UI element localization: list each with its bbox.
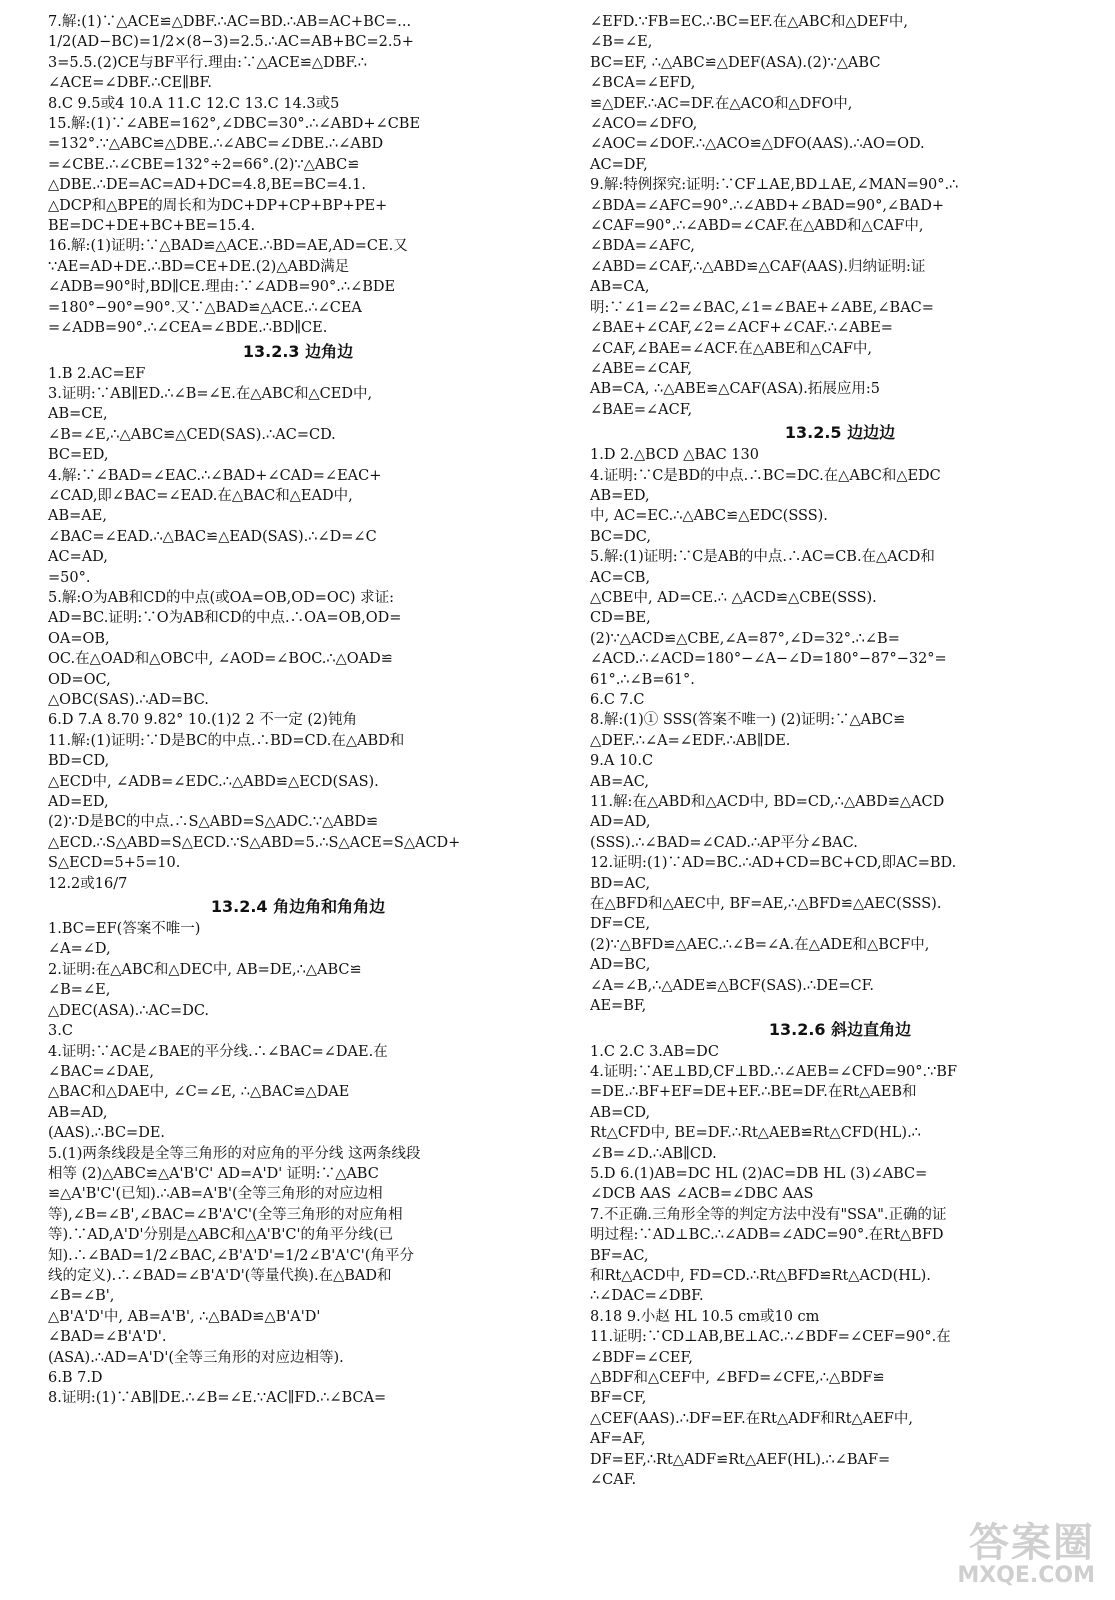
- answer-line: 8.18 9.小赵 HL 10.5 cm或10 cm: [590, 1308, 820, 1325]
- answer-line: ∠BDA=∠AFC=90°.∴∠ABD+∠BAD=90°,∠BAD+: [590, 197, 944, 214]
- answer-line: 12.2或16/7: [48, 875, 128, 892]
- answer-line: ≌△A'B'C'(已知).∴AB=A'B'(全等三角形的对应边相: [48, 1186, 383, 1203]
- answer-line: 15.解:(1)∵∠ABE=162°,∠DBC=30°.∴∠ABD+∠CBE: [48, 116, 421, 133]
- answer-line: CD=BE,: [590, 610, 651, 627]
- answer-line: 6.D 7.A 8.70 9.82° 10.(1)2 2 不一定 (2)钝角: [48, 712, 357, 729]
- answer-line: ∠DCB AAS ∠ACB=∠DBC AAS: [590, 1186, 814, 1203]
- answer-line: ∠ACO=∠DFO,: [590, 116, 698, 133]
- answer-line: BE=DC+DE+BC+BE=15.4.: [48, 218, 256, 235]
- answer-line: BC=EF, ∴△ABC≌△DEF(ASA).(2)∵△ABC: [590, 54, 881, 71]
- answer-line: 8.证明:(1)∵AB∥DE.∴∠B=∠E.∵AC∥FD.∴∠BCA=: [48, 1390, 387, 1407]
- answer-line: 4.解:∵∠BAD=∠EAC.∴∠BAD+∠CAD=∠EAC+: [48, 467, 382, 484]
- answer-line: 5.D 6.(1)AB=DC HL (2)AC=DB HL (3)∠ABC=: [590, 1165, 928, 1182]
- left-column: [48, 12, 548, 1409]
- answer-line: ∠B=∠B',: [48, 1288, 115, 1305]
- answer-line: ∠CAF,∠BAE=∠ACF.在△ABE和△CAF中,: [590, 340, 873, 357]
- answer-line: ∠BAC=∠EAD.∴△BAC≌△EAD(SAS).∴∠D=∠C: [48, 528, 377, 545]
- answer-line: △ECD中, ∠ADB=∠EDC.∴△ABD≌△ECD(SAS).: [48, 773, 379, 790]
- answer-line: 5.(1)两条线段是全等三角形的对应角的平分线 这两条线段: [48, 1145, 421, 1162]
- answer-line: BF=AC,: [590, 1247, 649, 1264]
- answer-line: ∠CAF.: [590, 1472, 637, 1489]
- section-heading: 13.2.6 斜边直角边: [768, 1019, 912, 1039]
- answer-line: ∵AE=AD+DE.∴BD=CE+DE.(2)△ABD满足: [48, 258, 350, 275]
- answer-line: 在△BFD和△AEC中, BF=AE,∴△BFD≌△AEC(SSS).: [590, 896, 942, 913]
- answer-line: 3=5.5.(2)CE与BF平行.理由:∵△ACE≌△DBF.∴: [48, 54, 367, 71]
- answer-line: BD=CD,: [48, 753, 110, 770]
- answer-line: AD=AD,: [590, 814, 651, 831]
- watermark-url: MXQE.COM: [957, 1563, 1095, 1588]
- answer-line: ∠EFD.∵FB=EC.∴BC=EF.在△ABC和△DEF中,: [590, 14, 908, 30]
- answer-line: 9.解:特例探究:证明:∵CF⊥AE,BD⊥AE,∠MAN=90°.∴: [590, 177, 959, 194]
- answer-line: 4.证明:∵AC是∠BAE的平分线.∴∠BAC=∠DAE.在: [48, 1043, 388, 1060]
- answer-line: 2.证明:在△ABC和△DEC中, AB=DE,∴△ABC≌: [48, 961, 362, 978]
- answer-line: AC=DF,: [590, 156, 648, 173]
- answer-line: △ECD.∴S△ABD=S△ECD.∵S△ABD=5.∴S△ACE=S△ACD+: [48, 834, 461, 851]
- answer-line: (ASA).∴AD=A'D'(全等三角形的对应边相等).: [48, 1349, 344, 1366]
- watermark-text: 答案圈: [969, 1520, 1095, 1566]
- answer-line: DF=EF,∴Rt△ADF≌Rt△AEF(HL).∴∠BAF=: [590, 1451, 891, 1468]
- answer-line: AD=BC,: [590, 957, 651, 974]
- answer-line: =DE.∴BF+EF=DE+EF.∴BE=DF.在Rt△AEB和: [590, 1084, 917, 1101]
- answer-line: ∠BDA=∠AFC,: [590, 238, 695, 255]
- answer-line: =∠ADB=90°.∴∠CEA=∠BDE.∴BD∥CE.: [48, 320, 328, 337]
- answer-line: 6.C 7.C: [590, 692, 645, 708]
- answer-line: ∠A=∠D,: [48, 941, 111, 958]
- answer-line: ∠B=∠D.∴AB∥CD.: [590, 1145, 717, 1162]
- answer-line: △B'A'D'中, AB=A'B', ∴△BAD≌△B'A'D': [48, 1308, 321, 1325]
- answer-line: 1.BC=EF(答案不唯一): [48, 921, 201, 938]
- answer-line: △BDF和△CEF中, ∠BFD=∠CFE,∴△BDF≌: [590, 1370, 885, 1386]
- answer-line: 61°.∴∠B=61°.: [590, 671, 695, 688]
- watermark-logo: [957, 1522, 1095, 1588]
- answer-line: =180°−90°=90°.又∵△BAD≌△ACE.∴∠CEA: [48, 299, 362, 316]
- answer-line: BF=CF,: [590, 1390, 647, 1407]
- answer-line: 4.证明:∵C是BD的中点.∴BC=DC.在△ABC和△EDC: [590, 467, 941, 484]
- answer-line: BD=AC,: [590, 875, 651, 892]
- answer-line: (SSS).∴∠BAD=∠CAD.∴AP平分∠BAC.: [590, 834, 858, 851]
- answer-line: AB=AC,: [590, 773, 649, 790]
- answer-line: AD=ED,: [48, 794, 109, 811]
- answer-line: AB=CD,: [590, 1104, 651, 1121]
- answer-line: OA=OB,: [48, 630, 110, 647]
- answer-line: 相等 (2)△ABC≌△A'B'C' AD=A'D' 证明:∵△ABC: [48, 1165, 379, 1182]
- answer-line: ∠ACE=∠DBF.∴CE∥BF.: [48, 75, 212, 92]
- answer-line: ∠ACD.∴∠ACD=180°−∠A−∠D=180°−87°−32°=: [590, 651, 947, 668]
- answer-line: ∠B=∠E,: [48, 982, 111, 999]
- answer-line: ∠BAE=∠ACF,: [590, 401, 693, 418]
- answer-line: 16.解:(1)证明:∵△BAD≌△ACE.∴BD=AE,AD=CE.又: [48, 238, 408, 255]
- answer-line: ∠B=∠E,: [590, 34, 653, 51]
- answer-line: 12.证明:(1)∵AD=BC.∴AD+CD=BC+CD,即AC=BD.: [590, 855, 957, 872]
- answer-line: 明:∵∠1=∠2=∠BAC,∠1=∠BAE+∠ABE,∠BAC=: [590, 299, 934, 316]
- answer-line: BC=ED,: [48, 447, 109, 464]
- answer-line: 4.证明:∵AE⊥BD,CF⊥BD.∴∠AEB=∠CFD=90°.∵BF: [590, 1063, 958, 1080]
- answer-line: OC.在△OAD和△OBC中, ∠AOD=∠BOC.∴△OAD≌: [48, 651, 393, 668]
- answer-line: △BAC和△DAE中, ∠C=∠E, ∴△BAC≌△DAE: [48, 1084, 350, 1101]
- answer-line: (2)∵△ACD≌△CBE,∠A=87°,∠D=32°.∴∠B=: [590, 630, 900, 647]
- answer-line: 等).∵AD,A'D'分别是△ABC和△A'B'C'的角平分线(已: [48, 1227, 394, 1244]
- answer-line: 线的定义).∴∠BAD=∠B'A'D'(等量代换).在△BAD和: [48, 1267, 392, 1284]
- answer-line: 3.C: [48, 1023, 73, 1040]
- answer-line: ∠ADB=90°时,BD∥CE.理由:∵∠ADB=90°.∴∠BDE: [48, 279, 396, 296]
- answer-line: 6.B 7.D: [48, 1370, 103, 1386]
- section-heading: 13.2.5 边边边: [784, 423, 896, 443]
- answer-line: 中, AC=EC.∴△ABC≌△EDC(SSS).: [590, 508, 828, 525]
- answer-line: △DEC(ASA).∴AC=DC.: [48, 1002, 210, 1019]
- answer-line: ∴∠DAC=∠DBF.: [590, 1288, 704, 1305]
- answer-line: ∠ABE=∠CAF,: [590, 360, 693, 377]
- answer-line: 明过程:∵AD⊥BC.∴∠ADB=∠ADC=90°.在Rt△BFD: [590, 1227, 944, 1244]
- answer-line: Rt△CFD中, BE=DF.∴Rt△AEB≌Rt△CFD(HL).∴: [590, 1125, 921, 1142]
- answer-line: AB=AE,: [48, 508, 107, 525]
- answer-line: △DBE.∴DE=AC=AD+DC=4.8,BE=BC=4.1.: [48, 177, 366, 194]
- answer-line: 11.解:(1)证明:∵D是BC的中点.∴BD=CD.在△ABD和: [48, 732, 405, 749]
- answer-line: 5.解:(1)证明:∵C是AB的中点.∴AC=CB.在△ACD和: [590, 549, 935, 566]
- answer-line: =∠CBE.∴∠CBE=132°÷2=66°.(2)∵△ABC≌: [48, 156, 360, 173]
- answer-line: BC=DC,: [590, 528, 651, 545]
- answer-line: ∠A=∠B,∴△ADE≌△BCF(SAS).∴DE=CF.: [590, 977, 874, 994]
- answer-line: △OBC(SAS).∴AD=BC.: [48, 692, 209, 708]
- answer-line: (2)∵D是BC的中点.∴S△ABD=S△ADC.∵△ABD≌: [48, 814, 379, 831]
- answer-line: 和Rt△ACD中, FD=CD.∴Rt△BFD≌Rt△ACD(HL).: [590, 1267, 931, 1284]
- answer-line: ∠BDF=∠CEF,: [590, 1349, 693, 1366]
- answer-line: 11.解:在△ABD和△ACD中, BD=CD,∴△ABD≌△ACD: [590, 794, 945, 811]
- answer-line: ∠CAD,即∠BAC=∠EAD.在△BAC和△EAD中,: [48, 487, 353, 504]
- answer-line: 7.解:(1)∵△ACE≌△DBF.∴AC=BD.∴AB=AC+BC=...: [48, 14, 412, 30]
- answer-line: AF=AF,: [590, 1431, 646, 1448]
- answer-line: AE=BF,: [590, 998, 647, 1015]
- answer-line: ∠BAE+∠CAF,∠2=∠ACF+∠CAF.∴∠ABE=: [590, 320, 893, 337]
- answer-line: ∠BAD=∠B'A'D'.: [48, 1329, 167, 1346]
- answer-line: (AAS).∴BC=DE.: [48, 1125, 166, 1142]
- answer-line: 11.证明:∵CD⊥AB,BE⊥AC.∴∠BDF=∠CEF=90°.在: [590, 1329, 951, 1346]
- answer-line: ≌△DEF.∴AC=DF.在△ACO和△DFO中,: [590, 95, 853, 112]
- answer-line: =132°.∵△ABC≌△DBE.∴∠ABC=∠DBE.∴∠ABD: [48, 136, 384, 153]
- right-column: [590, 12, 1090, 1490]
- answer-line: 8.C 9.5或4 10.A 11.C 12.C 13.C 14.3或5: [48, 95, 340, 112]
- answer-line: AC=AD,: [48, 549, 108, 566]
- answer-line: AB=AD,: [48, 1104, 108, 1121]
- answer-line: AC=CB,: [590, 569, 651, 586]
- answer-line: 5.解:O为AB和CD的中点(或OA=OB,OD=OC) 求证:: [48, 589, 395, 606]
- answer-line: DF=CE,: [590, 916, 651, 933]
- answer-line: ∠AOC=∠DOF.∴△ACO≌△DFO(AAS).∴AO=OD.: [590, 136, 925, 153]
- answer-line: 知).∴∠BAD=1/2∠BAC,∠B'A'D'=1/2∠B'A'C'(角平分: [48, 1247, 414, 1264]
- answer-line: AB=ED,: [590, 487, 650, 504]
- answer-line: 3.证明:∵AB∥ED.∴∠B=∠E.在△ABC和△CED中,: [48, 385, 373, 402]
- answer-line: (2)∵△BFD≌△AEC.∴∠B=∠A.在△ADE和△BCF中,: [590, 936, 930, 953]
- answer-line: △CEF(AAS).∴DF=EF.在Rt△ADF和Rt△AEF中,: [590, 1410, 913, 1427]
- answer-line: ∠B=∠E,∴△ABC≌△CED(SAS).∴AC=CD.: [48, 426, 336, 443]
- answer-line: ∠CAF=90°.∴∠ABD=∠CAF.在△ABD和△CAF中,: [590, 218, 924, 235]
- answer-line: 8.解:(1)① SSS(答案不唯一) (2)证明:∵△ABC≌: [590, 712, 906, 729]
- answer-line: =50°.: [48, 569, 91, 586]
- answer-line: 7.不正确.三角形全等的判定方法中没有"SSA".正确的证: [590, 1206, 947, 1223]
- answer-line: 1.B 2.AC=EF: [48, 365, 146, 382]
- answer-line: △DCP和△BPE的周长和为DC+DP+CP+BP+PE+: [48, 197, 388, 214]
- answer-line: AD=BC.证明:∵O为AB和CD的中点.∴OA=OB,OD=: [48, 610, 402, 627]
- section-heading: 13.2.4 角边角和角角边: [210, 897, 386, 917]
- answer-line: OD=OC,: [48, 671, 111, 688]
- answer-line: S△ECD=5+5=10.: [48, 855, 181, 872]
- answer-line: 1.C 2.C 3.AB=DC: [590, 1043, 719, 1060]
- answer-line: 1/2(AD−BC)=1/2×(8−3)=2.5.∴AC=AB+BC=2.5+: [48, 34, 414, 51]
- answer-line: ∠BAC=∠DAE,: [48, 1063, 154, 1080]
- answer-line: AB=CE,: [48, 406, 108, 423]
- answer-line: ∠ABD=∠CAF,∴△ABD≌△CAF(AAS).归纳证明:证: [590, 258, 926, 275]
- answer-line: △DEF.∴∠A=∠EDF.∴AB∥DE.: [590, 732, 791, 749]
- answer-line: ∠BCA=∠EFD,: [590, 75, 696, 92]
- answer-line: △CBE中, AD=CE.∴ △ACD≌△CBE(SSS).: [590, 589, 877, 606]
- answer-line: 1.D 2.△BCD △BAC 130: [590, 447, 759, 464]
- answer-line: 等),∠B=∠B',∠BAC=∠B'A'C'(全等三角形的对应角相: [48, 1206, 403, 1223]
- answer-line: 9.A 10.C: [590, 753, 654, 770]
- answer-line: AB=CA, ∴△ABE≌△CAF(ASA).拓展应用:5: [590, 381, 880, 398]
- section-heading: 13.2.3 边角边: [242, 341, 354, 361]
- answer-line: AB=CA,: [590, 279, 650, 296]
